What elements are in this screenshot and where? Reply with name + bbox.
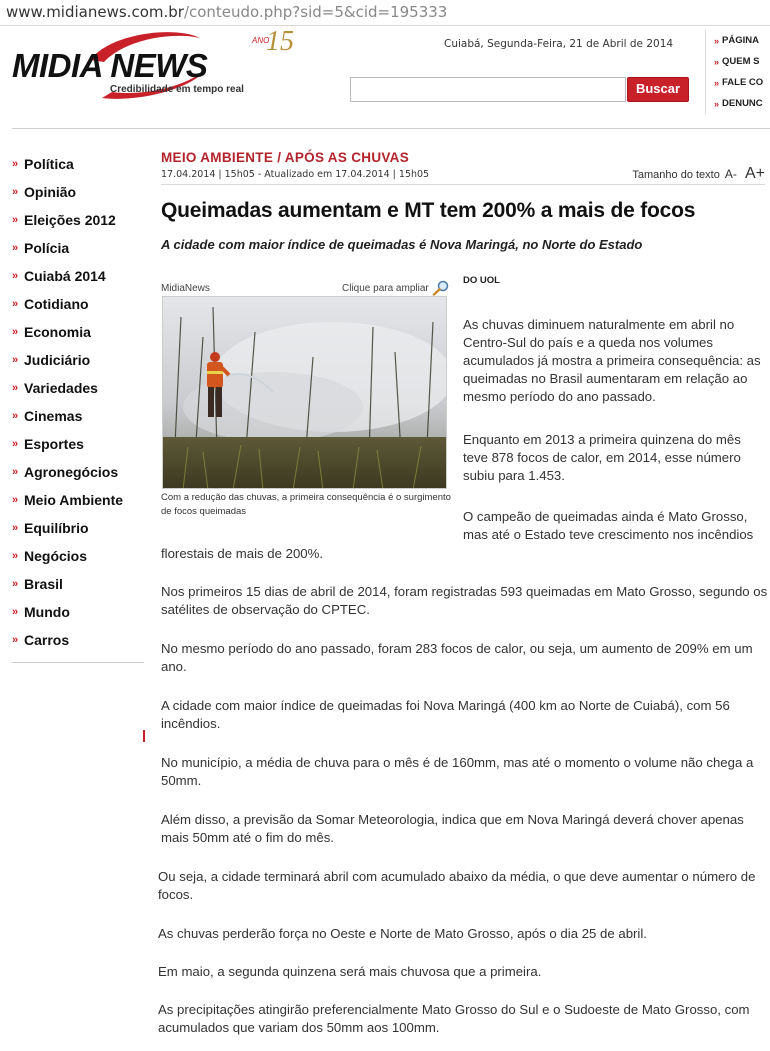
sidebar-item-label: Esportes [24, 436, 84, 452]
sidebar-item-brasil[interactable] [12, 570, 144, 598]
site-logo[interactable] [12, 26, 302, 102]
url-path: /conteudo.php?sid=5&cid=195333 [183, 3, 448, 21]
sidebar-item-esportes[interactable] [12, 430, 144, 458]
text-size-increase-button[interactable]: A+ [744, 165, 765, 182]
sidebar-item-label: Carros [24, 632, 70, 648]
chevron-right-icon: » [12, 270, 19, 282]
sidebar-item-label: Mundo [24, 604, 70, 620]
sidebar-item-judiciario[interactable] [12, 346, 144, 374]
photo-caption: Com a redução das chuvas, a primeira consequência é o surgimento de focos queimadas [161, 492, 451, 517]
article-photo[interactable] [162, 296, 447, 489]
chevron-right-icon: » [12, 242, 19, 254]
sidebar-item-agronegocios[interactable] [12, 458, 144, 486]
chevron-right-icon: » [12, 382, 19, 394]
top-link-pagina[interactable] [714, 30, 770, 51]
sidebar-item-meio-ambiente[interactable] [12, 486, 144, 514]
sidebar-marker [143, 730, 145, 742]
top-link-label: FALE CO [722, 77, 764, 88]
chevron-right-icon: » [12, 634, 19, 646]
sidebar-item-label: Opinião [24, 184, 77, 200]
text-size-control [632, 165, 765, 183]
url-host: www.midianews.com.br [6, 3, 184, 21]
header-date: Cuiabá, Segunda-Feira, 21 de Abril de 2014 [444, 38, 674, 50]
chevron-right-icon: » [12, 578, 19, 590]
chevron-right-icon: » [12, 466, 19, 478]
chevron-right-icon: » [12, 214, 19, 226]
chevron-right-icon: » [12, 410, 19, 422]
badge-ano-label: ANO [252, 36, 270, 45]
article-byline: DO UOL [463, 275, 500, 286]
article-meta [161, 165, 765, 185]
sidebar-item-economia[interactable] [12, 318, 144, 346]
article-paragraph: As chuvas perderão força no Oeste e Norte de Mato Grosso, após o dia 25 de abril. [158, 926, 647, 941]
sidebar-item-label: Cinemas [24, 408, 83, 424]
text-size-decrease-button[interactable]: A- [724, 167, 737, 181]
sidebar-item-label: Agronegócios [24, 464, 119, 480]
article-paragraph: Além disso, a previsão da Somar Meteorologia, indica que em Nova Maringá deverá chover apenas mais 50mm até o fim do mês. [161, 812, 744, 845]
top-link-label: DENUNC [722, 98, 763, 109]
text-size-label: Tamanho do texto [632, 169, 720, 181]
address-bar[interactable] [0, 0, 770, 26]
sidebar-item-cuiaba-2014[interactable] [12, 262, 144, 290]
chevron-right-icon: » [714, 35, 720, 46]
sidebar-item-equilibrio[interactable] [12, 514, 144, 542]
badge-number: 15 [266, 26, 294, 57]
logo-tagline: Credibilidade em tempo real [110, 84, 244, 95]
chevron-right-icon: » [12, 354, 19, 366]
anniversary-badge [252, 26, 302, 62]
article-paragraph: Em maio, a segunda quinzena será mais chuvosa que a primeira. [158, 964, 542, 979]
sidebar-item-label: Cuiabá 2014 [24, 268, 106, 284]
sidebar-item-opiniao[interactable] [12, 178, 144, 206]
chevron-right-icon: » [714, 98, 720, 109]
sidebar-item-label: Brasil [24, 576, 63, 592]
article-title: Queimadas aumentam e MT tem 200% a mais de focos [161, 199, 696, 222]
photo-credit: MidiaNews [161, 283, 210, 294]
article-section[interactable]: MEIO AMBIENTE / APÓS AS CHUVAS [161, 150, 410, 165]
top-link-denuncie[interactable] [714, 93, 770, 114]
article-paragraph: Ou seja, a cidade terminará abril com acumulado abaixo da média, o que deve aumentar o número de focos. [158, 869, 756, 902]
article-dates: 17.04.2014 | 15h05 - Atualizado em 17.04.2014 | 15h05 [161, 169, 430, 180]
article-paragraph: As chuvas diminuem naturalmente em abril no Centro-Sul do país e a queda nos volumes acumulados já mostra a primeira consequência: as queimadas no Brasil aumentaram em relação ao mesmo período do ano passado. [463, 317, 761, 404]
sidebar-item-label: Eleições 2012 [24, 212, 116, 228]
wildfire-photo-image [163, 297, 447, 489]
top-link-fale-conosco[interactable] [714, 72, 770, 93]
article-paragraph: As precipitações atingirão preferencialmente Mato Grosso do Sul e o Sudoeste de Mato Grosso, com acumulados que variam dos 50mm aos 100mm. [158, 1002, 750, 1035]
sidebar-item-cotidiano[interactable] [12, 290, 144, 318]
chevron-right-icon: » [12, 298, 19, 310]
top-link-quem-somos[interactable] [714, 51, 770, 72]
section-menu [12, 150, 144, 654]
sidebar-item-mundo[interactable] [12, 598, 144, 626]
search-input[interactable] [350, 77, 626, 102]
header-divider [12, 128, 770, 129]
chevron-right-icon: » [12, 438, 19, 450]
sidebar-item-cinemas[interactable] [12, 402, 144, 430]
photo-zoom-label: Clique para ampliar [342, 282, 429, 294]
chevron-right-icon: » [12, 326, 19, 338]
top-link-label: PÁGINA [722, 35, 759, 46]
sidebar-item-label: Negócios [24, 548, 88, 564]
chevron-right-icon: » [714, 77, 720, 88]
chevron-right-icon: » [12, 606, 19, 618]
article-paragraph: O campeão de queimadas ainda é Mato Grosso, mas até o Estado teve crescimento nos incêndios [463, 509, 754, 542]
sidebar-item-policia[interactable] [12, 234, 144, 262]
sidebar-item-label: Polícia [24, 240, 70, 256]
sidebar-item-label: Variedades [24, 380, 98, 396]
article-paragraph: Nos primeiros 15 dias de abril de 2014, foram registradas 593 queimadas em Mato Grosso, segundo os satélites de observação do CPTEC. [161, 584, 768, 617]
article-paragraph: Enquanto em 2013 a primeira quinzena do mês teve 878 focos de calor, em 2014, esse número subiu para 1.453. [463, 432, 741, 483]
top-links [705, 30, 770, 114]
sidebar-item-label: Economia [24, 324, 91, 340]
chevron-right-icon: » [12, 550, 19, 562]
photo-zoom-link[interactable] [342, 280, 450, 296]
sidebar-item-carros[interactable] [12, 626, 144, 654]
sidebar-item-variedades[interactable] [12, 374, 144, 402]
article-subtitle: A cidade com maior índice de queimadas é Nova Maringá, no Norte do Estado [161, 237, 643, 252]
chevron-right-icon: » [714, 56, 720, 67]
article-paragraph: florestais de mais de 200%. [161, 546, 323, 561]
chevron-right-icon: » [12, 522, 19, 534]
chevron-right-icon: » [12, 494, 19, 506]
top-link-label: QUEM S [722, 56, 760, 67]
sidebar-item-politica[interactable] [12, 150, 144, 178]
sidebar-item-label: Equilíbrio [24, 520, 89, 536]
sidebar-item-label: Meio Ambiente [24, 492, 124, 508]
sidebar-item-label: Judiciário [24, 352, 91, 368]
sidebar-divider [12, 662, 144, 663]
article-paragraph: No município, a média de chuva para o mês é de 160mm, mas até o momento o volume não chega a 50mm. [161, 755, 754, 788]
magnifier-icon [432, 280, 450, 296]
sidebar-item-eleicoes-2012[interactable] [12, 206, 144, 234]
chevron-right-icon: » [12, 186, 19, 198]
sidebar-item-negocios[interactable] [12, 542, 144, 570]
sidebar-item-label: Cotidiano [24, 296, 89, 312]
sidebar-item-label: Política [24, 156, 74, 172]
chevron-right-icon: » [12, 158, 19, 170]
search-button[interactable]: Buscar [627, 77, 689, 102]
article-paragraph: A cidade com maior índice de queimadas foi Nova Maringá (400 km ao Norte de Cuiabá), com 56 incêndios. [161, 698, 730, 731]
logo-wordmark: MIDIA NEWS [12, 47, 208, 84]
article-paragraph: No mesmo período do ano passado, foram 283 focos de calor, ou seja, um aumento de 209% em um ano. [161, 641, 753, 674]
